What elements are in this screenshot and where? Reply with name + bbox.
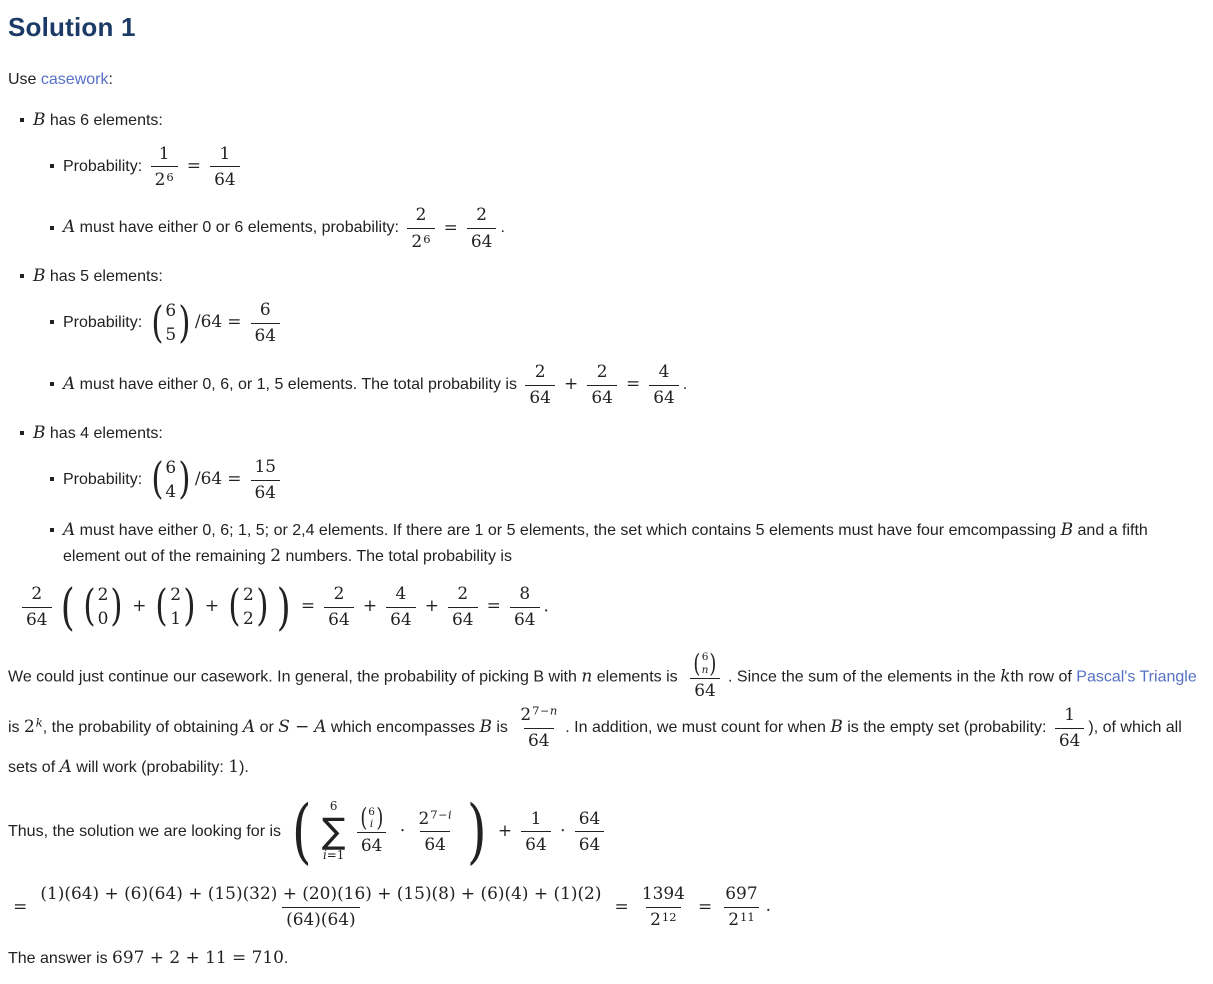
- fraction: [721, 882, 761, 932]
- denominator: [646, 907, 680, 932]
- fraction: [516, 703, 561, 753]
- math-num: 4: [395, 583, 407, 603]
- case-b6-probability: [50, 142, 1205, 192]
- math-num: 7: [430, 806, 438, 821]
- numerator: [593, 360, 612, 385]
- case-label: [20, 265, 1205, 286]
- math-var: B: [1060, 518, 1074, 539]
- fraction: [407, 203, 434, 253]
- denominator: [251, 480, 281, 505]
- text-run: will work (probability:: [71, 758, 229, 776]
- superscript: [36, 714, 43, 733]
- numerator: [391, 582, 410, 607]
- fraction: [587, 360, 617, 410]
- text-run: .: [682, 376, 688, 394]
- numerator: [155, 142, 174, 167]
- math-var: i: [369, 818, 374, 831]
- denominator: [22, 607, 52, 632]
- final-computation-line: [8, 882, 1205, 932]
- math-num: 64: [214, 168, 236, 189]
- right-paren-glyph: ): [110, 581, 123, 632]
- math-num: 8: [519, 583, 531, 603]
- math-num: 2: [154, 168, 166, 189]
- math-op: =: [227, 468, 242, 489]
- fraction: [415, 807, 456, 857]
- math-var: n: [581, 665, 593, 686]
- math-op: +: [204, 595, 220, 616]
- math-op: −: [540, 704, 550, 718]
- answer-line: [8, 944, 1205, 972]
- superscript: [740, 910, 755, 925]
- math-var: A: [59, 755, 72, 776]
- case-b6-a-condition: [50, 203, 1205, 253]
- math-op: =: [625, 373, 641, 394]
- math-num: 64: [694, 680, 716, 701]
- math-num: 1: [219, 142, 231, 163]
- math-op: −: [294, 716, 310, 737]
- text-run: elements is: [592, 668, 683, 686]
- case-b5-probability: [50, 298, 1205, 348]
- math-num: 4: [658, 361, 670, 382]
- case-b-5-elements: [20, 265, 1205, 410]
- denominator: [575, 831, 605, 856]
- math-num: 6: [701, 651, 709, 664]
- math-num: 2: [520, 704, 532, 725]
- text-run: has 6 elements:: [45, 111, 163, 129]
- numerator: [330, 582, 349, 607]
- sigma-glyph: ∑: [321, 810, 346, 852]
- superscript: [532, 703, 557, 718]
- math-op: −: [438, 807, 448, 821]
- math-op: =: [443, 216, 458, 237]
- fraction: [467, 203, 497, 253]
- text-run: has 4 elements:: [45, 425, 163, 443]
- fraction: [22, 582, 52, 632]
- math-num: 2: [476, 204, 488, 225]
- left-paren-glyph: (: [83, 581, 96, 632]
- text-run: which encompasses: [326, 719, 480, 737]
- denominator: [724, 907, 758, 932]
- binomial-coefficient: [226, 583, 271, 631]
- big-paren-glyph: (: [292, 789, 312, 872]
- math-num: 2: [728, 909, 740, 930]
- big-paren-glyph: (: [60, 577, 75, 636]
- math-var: A: [63, 216, 76, 237]
- math-num: 2: [31, 583, 43, 603]
- fraction: [575, 807, 605, 857]
- right-paren-glyph: ): [178, 454, 191, 505]
- math-num: 1: [228, 755, 240, 776]
- math-op: =: [614, 895, 629, 916]
- denominator: [587, 385, 617, 410]
- numerator: [575, 807, 605, 832]
- denominator: [324, 607, 354, 632]
- right-paren-glyph: ): [256, 581, 269, 632]
- denominator: [251, 323, 281, 348]
- binomial-coefficient: [149, 299, 194, 347]
- math-num: 11: [740, 910, 755, 925]
- sum-lower-limit: [323, 849, 344, 863]
- left-paren-glyph: (: [359, 803, 367, 833]
- math-num: 5: [165, 324, 177, 345]
- superscript: [662, 910, 677, 925]
- superscript: [166, 170, 173, 185]
- text-run: th row of: [1010, 668, 1077, 686]
- math-num: 2: [534, 361, 546, 382]
- math-var: B: [33, 108, 46, 129]
- math-op: =: [186, 154, 201, 175]
- case-b5-sublist: [50, 298, 1205, 410]
- numerator: [686, 648, 724, 678]
- fraction: [638, 882, 689, 932]
- math-var: i: [322, 848, 327, 863]
- general-casework-paragraph: [8, 648, 1205, 781]
- numerator: [655, 360, 674, 385]
- denominator: [386, 607, 416, 632]
- fraction: [151, 142, 178, 192]
- left-paren-glyph: (: [150, 297, 163, 348]
- math-num: 64: [390, 609, 412, 630]
- fraction: [353, 805, 391, 857]
- case-b4-total-probability-formula: [18, 577, 1205, 636]
- text-run: Use: [8, 71, 41, 88]
- math-num: 0: [97, 607, 109, 628]
- text-run: is: [491, 719, 513, 737]
- text-run: Probability:: [63, 157, 147, 175]
- math-num: 1394: [641, 883, 685, 904]
- math-num: /64: [194, 468, 223, 489]
- math-var: i: [448, 806, 452, 821]
- math-var: k: [1000, 665, 1011, 686]
- fraction: [386, 582, 416, 632]
- math-var: B: [33, 422, 46, 443]
- math-op: =: [13, 895, 28, 916]
- fraction: [649, 360, 679, 410]
- text-run: :: [108, 71, 113, 88]
- numerator: [215, 142, 234, 167]
- math-num: 2: [596, 361, 608, 382]
- text-run: The answer is: [8, 950, 113, 968]
- denominator: [524, 728, 554, 753]
- math-var: A: [63, 518, 76, 539]
- denominator: [521, 831, 551, 856]
- math-num: 64: [1058, 730, 1081, 751]
- numerator: [415, 807, 456, 832]
- text-run: .: [500, 219, 505, 237]
- math-num: 64: [26, 609, 48, 630]
- numerator: [412, 203, 431, 228]
- case-b4-sublist: [50, 455, 1205, 569]
- solution-sum-line: [8, 789, 1205, 872]
- case-b5-a-condition: [50, 360, 1205, 410]
- math-var: n: [549, 703, 558, 718]
- right-paren-glyph: ): [709, 648, 717, 678]
- case-b-6-elements: [20, 109, 1205, 254]
- right-paren-glyph: ): [178, 297, 191, 348]
- math-num: 6: [165, 300, 177, 321]
- math-num: 64: [528, 730, 550, 751]
- intro-line: [8, 67, 1205, 93]
- math-num: 6: [423, 231, 431, 246]
- math-num: 64: [254, 482, 277, 503]
- right-paren-glyph: ): [376, 803, 384, 833]
- math-var: B: [830, 716, 843, 737]
- numerator: [527, 807, 546, 832]
- fraction: [36, 882, 605, 932]
- denominator: [448, 607, 478, 632]
- summation: [322, 800, 346, 863]
- math-op: =: [300, 595, 316, 616]
- denominator: [151, 166, 178, 191]
- math-num: 6: [259, 299, 271, 320]
- math-num: 697 + 2 + 11 = 710: [112, 947, 284, 968]
- fraction: [1055, 703, 1085, 753]
- denominator: [357, 832, 387, 857]
- math-num: =1: [326, 848, 345, 863]
- fraction: [525, 360, 555, 410]
- denominator: [510, 607, 540, 632]
- case-b6-sublist: [50, 142, 1205, 254]
- math-num: 64: [513, 609, 536, 630]
- math-num: 64: [578, 807, 601, 828]
- math-num: 64: [328, 609, 350, 630]
- math-num: 64: [578, 833, 601, 854]
- fraction: [510, 582, 540, 632]
- text-run: must have either 0, 6; 1, 5; or 2,4 elements. If there are 1 or 5 elements, the set which contains 5 elements must have four emcompassing: [75, 521, 1061, 539]
- fraction: [210, 142, 240, 192]
- math-op: =: [486, 595, 501, 616]
- left-paren-glyph: (: [150, 454, 163, 505]
- binomial-coefficient: [692, 648, 718, 678]
- math-var: A: [242, 716, 256, 737]
- left-paren-glyph: (: [155, 581, 168, 632]
- math-op: ⋅: [559, 819, 566, 840]
- left-paren-glyph: (: [693, 648, 701, 678]
- right-paren-glyph: ): [183, 581, 196, 632]
- math-op: ⋅: [399, 819, 406, 840]
- math-num: 2: [650, 909, 661, 930]
- numerator: [1060, 703, 1079, 728]
- fraction: [521, 807, 551, 857]
- fraction: [251, 455, 281, 505]
- math-var: A: [314, 716, 327, 737]
- numerator: [472, 203, 491, 228]
- math-num: 64: [452, 609, 474, 630]
- numerator: [36, 882, 605, 907]
- math-num: 2: [242, 584, 254, 605]
- math-op: +: [362, 595, 378, 616]
- numerator: [638, 882, 689, 907]
- math-num: 2: [411, 230, 423, 251]
- text-run: and a fifth element out of the remaining: [63, 521, 1148, 565]
- case-b4-a-condition: [50, 517, 1205, 569]
- math-num: 64: [653, 387, 675, 408]
- text-run: Probability:: [63, 471, 147, 489]
- numerator: [27, 582, 46, 607]
- math-num: /64: [194, 311, 223, 332]
- text-run: has 5 elements:: [45, 268, 163, 286]
- math-num: 64: [529, 387, 551, 408]
- case-b-4-elements: [20, 422, 1205, 569]
- text-run: Probability:: [63, 314, 147, 332]
- text-run: Thus, the solution we are looking for is: [8, 822, 286, 840]
- denominator: [210, 166, 240, 191]
- page-title: Solution 1: [8, 12, 136, 42]
- denominator: [407, 228, 434, 253]
- math-op: +: [497, 819, 513, 840]
- binomial-coefficient: [359, 805, 385, 831]
- fraction: [448, 582, 478, 632]
- text-run: . In addition, we must count for when: [565, 719, 831, 737]
- denominator: [467, 228, 497, 253]
- math-num: 64: [591, 387, 613, 408]
- math-num: 2: [333, 583, 345, 603]
- math-num: 15: [254, 456, 277, 477]
- math-num: 6: [166, 169, 174, 184]
- math-num: 7: [532, 703, 540, 718]
- math-num: 2: [270, 544, 282, 565]
- math-op: =: [227, 311, 242, 332]
- numerator: [721, 882, 761, 907]
- numerator: [516, 703, 561, 728]
- math-num: 2: [97, 584, 109, 605]
- math-num: 1: [170, 607, 182, 628]
- superscript: [430, 807, 451, 822]
- binomial-coefficient: [149, 456, 194, 504]
- binomial-coefficient: [153, 583, 198, 631]
- left-paren-glyph: (: [228, 581, 241, 632]
- math-var: n: [701, 663, 709, 676]
- math-num: 2: [24, 716, 35, 737]
- case-b4-probability: [50, 455, 1205, 505]
- math-op: =: [698, 895, 713, 916]
- text-run: or: [255, 719, 279, 737]
- fraction: [686, 648, 724, 703]
- denominator: [649, 385, 679, 410]
- numerator: [531, 360, 550, 385]
- numerator: [353, 805, 391, 832]
- denominator: [1055, 728, 1085, 753]
- math-num: 12: [661, 910, 677, 925]
- denominator: [420, 831, 450, 856]
- math-num: 1: [530, 807, 542, 828]
- text-run: , the probability of obtaining: [42, 719, 243, 737]
- math-num: 2: [418, 807, 430, 828]
- math-num: 64: [525, 833, 547, 854]
- math-op: +: [132, 595, 147, 616]
- denominator: [690, 678, 720, 703]
- case-label: [20, 109, 1205, 130]
- superscript: [423, 231, 430, 246]
- denominator: [282, 907, 360, 932]
- math-num: 6: [329, 799, 338, 813]
- text-run: ).: [239, 758, 249, 776]
- denominator: [525, 385, 555, 410]
- math-num: 4: [165, 480, 177, 501]
- math-num: 6: [165, 457, 177, 478]
- numerator: [256, 298, 275, 323]
- math-var: B: [33, 265, 46, 286]
- math-num: 64: [424, 833, 446, 854]
- text-run: must have either 0, 6, or 1, 5 elements. The total probability is: [75, 376, 522, 394]
- math-num: 2: [457, 583, 469, 603]
- math-op: +: [424, 595, 439, 616]
- fraction: [324, 582, 354, 632]
- math-op: +: [564, 373, 579, 394]
- math-num: 2: [242, 607, 254, 628]
- math-num: (64)(64): [286, 909, 356, 930]
- math-var: B: [479, 716, 492, 737]
- math-num: 64: [470, 230, 493, 251]
- text-run: must have either 0 or 6 elements, probability:: [75, 219, 404, 237]
- pascals-triangle-link[interactable]: Pascal's Triangle: [1076, 668, 1197, 686]
- casework-list: [20, 109, 1205, 569]
- math-num: 64: [360, 834, 383, 855]
- math-num: .: [765, 895, 772, 916]
- fraction: [251, 298, 281, 348]
- math-var: S: [278, 716, 290, 737]
- numerator: [251, 455, 281, 480]
- math-var: A: [63, 373, 76, 394]
- case-label: [20, 422, 1205, 443]
- math-num: 64: [254, 325, 277, 346]
- text-run: We could just continue our casework. In general, the probability of picking B with: [8, 668, 582, 686]
- math-num: .: [543, 595, 549, 616]
- math-num: 697: [725, 883, 758, 904]
- text-run: ), of which all sets of: [8, 719, 1182, 776]
- text-run: is the empty set (probability:: [842, 719, 1051, 737]
- math-num: 2: [170, 584, 182, 605]
- math-num: 1: [158, 142, 170, 163]
- numerator: [453, 582, 472, 607]
- big-paren-glyph: ): [466, 789, 487, 872]
- binomial-coefficient: [81, 583, 126, 631]
- math-num: (1)(64) + (6)(64) + (15)(32) + (20)(16) + (15)(8) + (6)(4) + (1)(2): [40, 883, 602, 904]
- text-run: .: [283, 950, 289, 968]
- math-num: 1: [1064, 704, 1076, 725]
- numerator: [515, 582, 534, 607]
- casework-link[interactable]: casework: [40, 71, 109, 88]
- math-num: 2: [415, 204, 427, 225]
- big-paren-glyph: ): [277, 577, 292, 636]
- math-var: k: [35, 715, 43, 730]
- text-run: is: [8, 719, 24, 737]
- text-run: numbers. The total probability is: [281, 547, 512, 565]
- text-run: . Since the sum of the elements in the: [728, 668, 1001, 686]
- math-num: 6: [368, 805, 375, 818]
